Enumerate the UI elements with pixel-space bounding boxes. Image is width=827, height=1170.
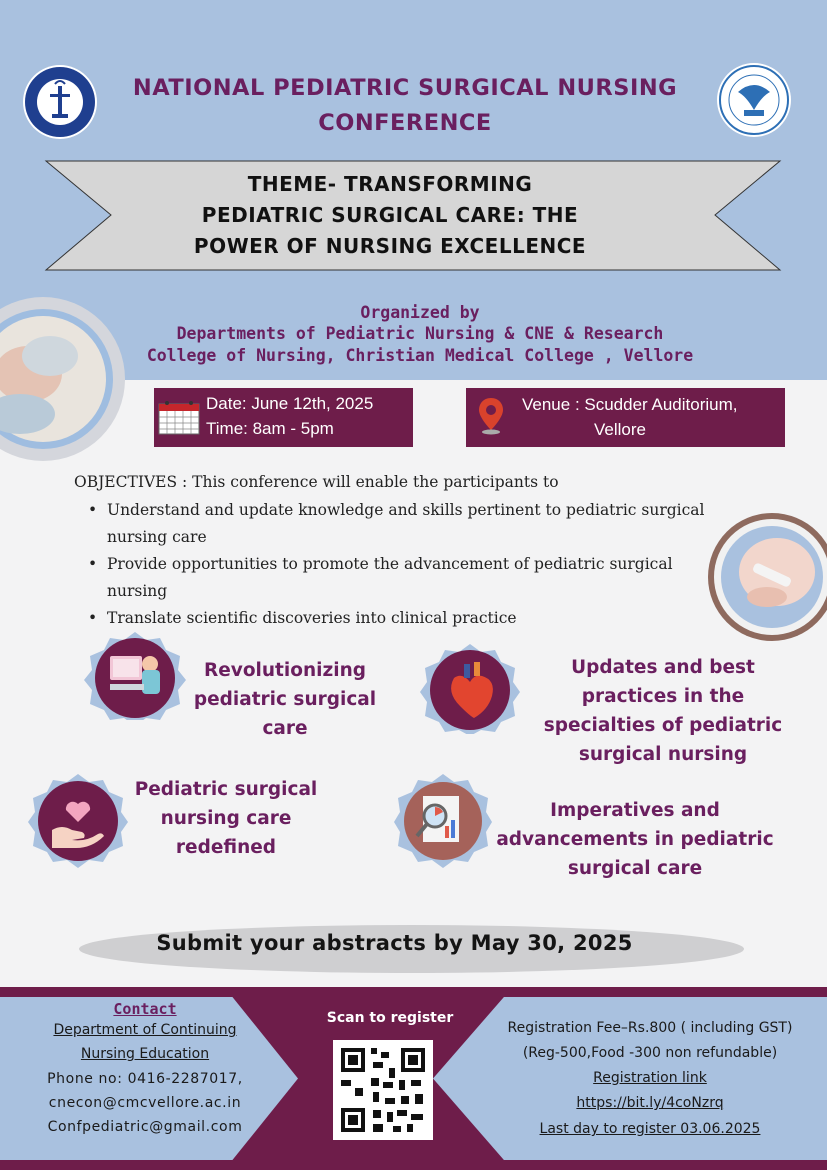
event-time: Time: 8am - 5pm: [206, 419, 334, 438]
report-magnifier-icon: [417, 796, 459, 842]
registration-url[interactable]: https://bit.ly/4coNzrq: [576, 1095, 724, 1111]
cmc-vellore-logo: [716, 62, 792, 138]
feature-badge-3: [26, 772, 130, 870]
submit-abstracts-text: Submit your abstracts by May 30, 2025: [156, 931, 633, 955]
organizer-departments: Departments of Pediatric Nursing & CNE & Research: [176, 324, 664, 343]
venue-box: [466, 388, 785, 447]
organizer-college: College of Nursing, Christian Medical College , Vellore: [146, 346, 694, 365]
surgeon-monitor-icon: [110, 656, 160, 694]
venue-line2: Vellore: [594, 420, 646, 439]
feature-text-1: Revolutionizing pediatric surgical care: [193, 660, 377, 739]
feature-badge-2: [418, 642, 522, 734]
scan-label: Scan to register: [326, 1010, 454, 1026]
objectives-list: [88, 497, 738, 632]
calendar-icon: [157, 398, 202, 436]
objective-item: • Understand and update knowledge and skills pertinent to pediatric surgical nursing care: [88, 501, 705, 546]
objective-item: • Provide opportunities to promote the advancement of pediatric surgical nursing: [88, 555, 673, 600]
feature-badge-4: [393, 772, 493, 870]
contact-email-1[interactable]: cnecon@cmcvellore.ac.in: [48, 1095, 242, 1111]
feature-text-4: Imperatives and advancements in pediatric surgical care: [496, 800, 774, 879]
conference-title-line2: CONFERENCE: [318, 110, 492, 136]
registration-last-day: Last day to register 03.06.2025: [539, 1121, 761, 1137]
registration-fee-split: (Reg-500,Food -300 non refundable): [522, 1045, 778, 1061]
event-date: Date: June 12th, 2025: [206, 394, 374, 413]
newborn-photo: [0, 296, 126, 462]
conference-title-line1: NATIONAL PEDIATRIC SURGICAL NURSING: [132, 75, 678, 101]
contact-heading: Contact: [113, 1000, 177, 1018]
contact-dept-line2: Nursing Education: [80, 1046, 210, 1062]
registration-fee: Registration Fee–Rs.800 ( including GST): [507, 1020, 793, 1036]
college-of-nursing-logo: [22, 64, 98, 140]
theme-line2: PEDIATRIC SURGICAL CARE: THE: [201, 203, 579, 227]
location-pin-icon: [476, 396, 506, 436]
contact-email-2[interactable]: Confpediatric@gmail.com: [47, 1119, 243, 1135]
organized-by-label: Organized by: [360, 303, 480, 322]
objectives-heading: OBJECTIVES : This conference will enable the participants to: [74, 473, 559, 491]
registration-link-label: Registration link: [593, 1070, 707, 1086]
theme-line3: POWER OF NURSING EXCELLENCE: [193, 234, 587, 258]
contact-phone: Phone no: 0416-2287017,: [47, 1071, 243, 1087]
objective-item: • Translate scientific discoveries into clinical practice: [88, 609, 517, 627]
infant-hand-photo: [707, 512, 827, 642]
date-time-box: [154, 388, 413, 447]
registration-qr-code[interactable]: [333, 1040, 433, 1140]
theme-line1: THEME- TRANSFORMING: [247, 172, 533, 196]
feature-text-3: Pediatric surgical nursing care redefined: [134, 779, 318, 858]
feature-badge-1: [80, 630, 190, 720]
contact-dept-line1: Department of Continuing: [53, 1022, 237, 1038]
venue-line1: Venue : Scudder Auditorium,: [522, 395, 738, 414]
feature-text-2: Updates and best practices in the specialties of pediatric surgical nursing: [543, 657, 783, 765]
